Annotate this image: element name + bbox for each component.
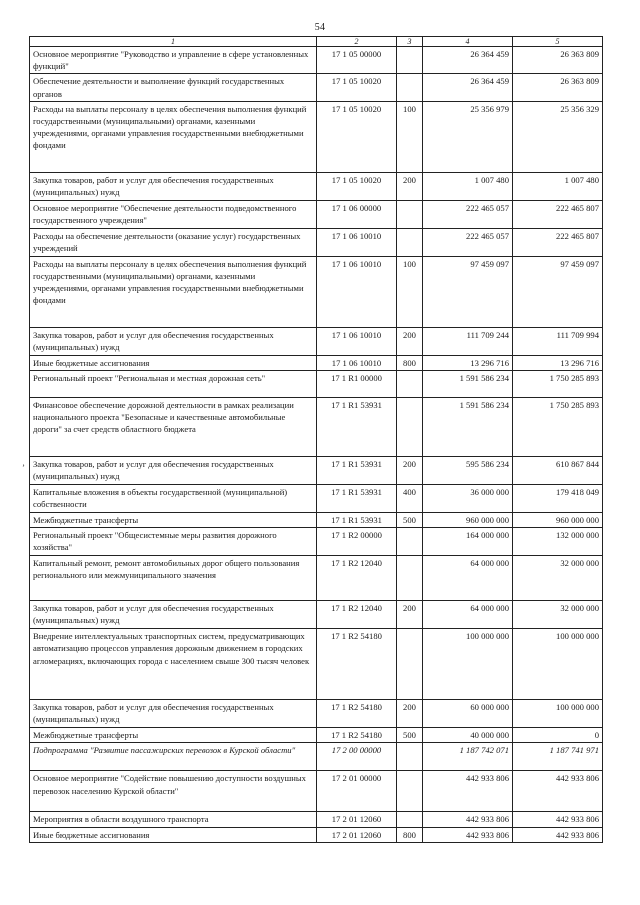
row-amount-year1-cell: 1 591 586 234 [423,371,513,398]
row-amount-year2-cell: 960 000 000 [513,513,603,528]
row-name-cell: Расходы на выплаты персоналу в целях обеспечения выполнения функций государственными (муниципальными) органами, казенными учреждениями, органами управления государственными внебюджетными фондами [30,256,317,327]
row-amount-year1-cell: 97 459 097 [423,256,513,327]
row-type-cell [397,398,423,457]
row-amount-year2-cell: 26 363 809 [513,74,603,101]
row-amount-year2-cell: 222 465 807 [513,228,603,256]
table-row [30,228,603,256]
row-code-cell: 17 1 R1 00000 [317,371,397,398]
row-amount-year1-cell: 26 364 459 [423,74,513,101]
row-code-cell: 17 1 06 00000 [317,200,397,228]
row-amount-year2-cell: 1 750 285 893 [513,371,603,398]
row-amount-year2-cell: 442 933 806 [513,827,603,842]
row-type-cell: 200 [397,700,423,728]
row-type-cell: 500 [397,513,423,528]
row-amount-year1-cell: 1 007 480 [423,172,513,200]
table-row [30,398,603,457]
row-amount-year1-cell: 60 000 000 [423,700,513,728]
row-type-cell: 800 [397,827,423,842]
table-row [30,513,603,528]
row-name-cell: Региональный проект "Общесистемные меры развития дорожного хозяйства" [30,528,317,556]
row-code-cell: 17 1 R1 53931 [317,513,397,528]
row-amount-year1-cell: 40 000 000 [423,728,513,743]
row-type-cell: 500 [397,728,423,743]
row-amount-year2-cell: 111 709 994 [513,327,603,355]
row-code-cell: 17 1 R1 53931 [317,485,397,513]
row-name-cell: Основное мероприятие "Руководство и управление в сфере установленных функций" [30,47,317,74]
row-amount-year1-cell: 222 465 057 [423,200,513,228]
row-name-cell: Межбюджетные трансферты [30,513,317,528]
row-code-cell: 17 1 R2 12040 [317,556,397,601]
row-amount-year2-cell: 442 933 806 [513,771,603,812]
row-type-cell [397,371,423,398]
row-amount-year1-cell: 222 465 057 [423,228,513,256]
row-amount-year2-cell: 26 363 809 [513,47,603,74]
row-amount-year1-cell: 26 364 459 [423,47,513,74]
row-amount-year1-cell: 1 187 742 071 [423,743,513,771]
row-amount-year2-cell: 25 356 329 [513,101,603,172]
row-type-cell [397,228,423,256]
table-row [30,528,603,556]
row-name-cell: Закупка товаров, работ и услуг для обеспечения государственных (муниципальных) нужд [30,327,317,355]
row-amount-year1-cell: 36 000 000 [423,485,513,513]
row-name-cell: Расходы на выплаты персоналу в целях обеспечения выполнения функций государственными (муниципальными) органами, казенными учреждениями, органами управления государственными внебюджетными фондами [30,101,317,172]
row-name-cell: Расходы на обеспечение деятельности (оказание услуг) государственных учреждений [30,228,317,256]
row-amount-year1-cell: 111 709 244 [423,327,513,355]
row-name-cell: Обеспечение деятельности и выполнение функций государственных органов [30,74,317,101]
row-type-cell: 800 [397,355,423,370]
row-type-cell [397,47,423,74]
row-type-cell [397,812,423,827]
row-amount-year2-cell: 1 750 285 893 [513,398,603,457]
row-amount-year1-cell: 442 933 806 [423,812,513,827]
row-code-cell: 17 1 06 10010 [317,327,397,355]
row-amount-year1-cell: 164 000 000 [423,528,513,556]
table-row [30,74,603,101]
row-code-cell: 17 1 R2 12040 [317,601,397,629]
row-code-cell: 17 1 R1 53931 [317,398,397,457]
margin-mark: ’ [22,463,25,473]
table-row [30,556,603,601]
table-row [30,101,603,172]
row-name-cell: Подпрограмма "Развитие пассажирских перевозок в Курской области" [30,743,317,771]
row-code-cell: 17 1 06 10010 [317,228,397,256]
row-type-cell: 200 [397,457,423,485]
row-code-cell: 17 1 05 10020 [317,74,397,101]
row-name-cell: Финансовое обеспечение дорожной деятельности в рамках реализации национального проекта "Безопасные и качественные автомобильные дороги" за счет средств областного бюджета [30,398,317,457]
row-type-cell [397,743,423,771]
row-amount-year2-cell: 442 933 806 [513,812,603,827]
table-row [30,743,603,771]
row-amount-year2-cell: 13 296 716 [513,355,603,370]
header-col-3: 3 [397,37,423,47]
row-code-cell: 17 2 00 00000 [317,743,397,771]
row-type-cell: 100 [397,101,423,172]
row-name-cell: Межбюджетные трансферты [30,728,317,743]
budget-table [29,36,603,843]
row-amount-year2-cell: 97 459 097 [513,256,603,327]
row-type-cell [397,200,423,228]
row-amount-year1-cell: 25 356 979 [423,101,513,172]
row-name-cell: Капитальный ремонт, ремонт автомобильных дорог общего пользования регионального или межмуниципального значения [30,556,317,601]
row-code-cell: 17 1 R2 54180 [317,700,397,728]
table-row [30,47,603,74]
row-amount-year1-cell: 64 000 000 [423,556,513,601]
table-row [30,327,603,355]
table-row [30,371,603,398]
row-amount-year2-cell: 610 867 844 [513,457,603,485]
row-type-cell [397,629,423,700]
header-col-4: 4 [423,37,513,47]
row-name-cell: Капитальные вложения в объекты государственной (муниципальной) собственности [30,485,317,513]
row-amount-year1-cell: 960 000 000 [423,513,513,528]
table-row [30,355,603,370]
row-code-cell: 17 1 R2 54180 [317,728,397,743]
row-amount-year2-cell: 32 000 000 [513,601,603,629]
row-name-cell: Закупка товаров, работ и услуг для обеспечения государственных (муниципальных) нужд [30,700,317,728]
row-amount-year2-cell: 32 000 000 [513,556,603,601]
table-row [30,200,603,228]
row-code-cell: 17 1 R1 53931 [317,457,397,485]
row-amount-year1-cell: 13 296 716 [423,355,513,370]
row-name-cell: Закупка товаров, работ и услуг для обеспечения государственных (муниципальных) нужд [30,601,317,629]
table-row [30,771,603,812]
row-name-cell: Закупка товаров, работ и услуг для обеспечения государственных (муниципальных) нужд [30,457,317,485]
row-code-cell: 17 1 05 10020 [317,172,397,200]
table-row [30,629,603,700]
row-name-cell: Мероприятия в области воздушного транспорта [30,812,317,827]
row-amount-year2-cell: 132 000 000 [513,528,603,556]
row-amount-year2-cell: 0 [513,728,603,743]
row-code-cell: 17 2 01 00000 [317,771,397,812]
row-amount-year2-cell: 1 187 741 971 [513,743,603,771]
row-code-cell: 17 1 R2 54180 [317,629,397,700]
row-amount-year2-cell: 222 465 807 [513,200,603,228]
row-type-cell [397,74,423,101]
row-code-cell: 17 2 01 12060 [317,812,397,827]
row-amount-year2-cell: 179 418 049 [513,485,603,513]
row-type-cell: 200 [397,327,423,355]
row-code-cell: 17 1 06 10010 [317,256,397,327]
row-code-cell: 17 1 05 10020 [317,101,397,172]
row-type-cell [397,771,423,812]
row-type-cell [397,556,423,601]
table-row [30,457,603,485]
row-amount-year2-cell: 1 007 480 [513,172,603,200]
table-body [30,47,603,843]
table-header-row [30,37,603,47]
row-type-cell: 100 [397,256,423,327]
table-row [30,256,603,327]
row-amount-year2-cell: 100 000 000 [513,629,603,700]
row-name-cell: Основное мероприятие "Обеспечение деятельности подведомственного государственного учреждения" [30,200,317,228]
row-amount-year1-cell: 442 933 806 [423,827,513,842]
row-amount-year1-cell: 595 586 234 [423,457,513,485]
row-type-cell: 400 [397,485,423,513]
table-row [30,700,603,728]
row-code-cell: 17 1 R2 00000 [317,528,397,556]
row-name-cell: Внедрение интеллектуальных транспортных систем, предусматривающих автоматизацию процессов управления дорожным движением в городских агломерациях, включающих города с населением свыше 300 тысяч человек [30,629,317,700]
row-amount-year2-cell: 100 000 000 [513,700,603,728]
row-amount-year1-cell: 100 000 000 [423,629,513,700]
row-name-cell: Основное мероприятие "Содействие повышению доступности воздушных перевозок населению Курской области" [30,771,317,812]
row-code-cell: 17 2 01 12060 [317,827,397,842]
header-col-5: 5 [513,37,603,47]
header-col-1: 1 [30,37,317,47]
row-name-cell: Иные бюджетные ассигнования [30,355,317,370]
table-row [30,485,603,513]
row-name-cell: Закупка товаров, работ и услуг для обеспечения государственных (муниципальных) нужд [30,172,317,200]
row-code-cell: 17 1 06 10010 [317,355,397,370]
row-amount-year1-cell: 1 591 586 234 [423,398,513,457]
page-number: 54 [314,22,326,33]
table-row [30,827,603,842]
row-amount-year1-cell: 442 933 806 [423,771,513,812]
row-type-cell: 200 [397,172,423,200]
table-row [30,172,603,200]
table-row [30,728,603,743]
header-col-2: 2 [317,37,397,47]
row-type-cell [397,528,423,556]
row-name-cell: Региональный проект "Региональная и местная дорожная сеть" [30,371,317,398]
table-row [30,812,603,827]
row-type-cell: 200 [397,601,423,629]
row-amount-year1-cell: 64 000 000 [423,601,513,629]
table-row [30,601,603,629]
row-code-cell: 17 1 05 00000 [317,47,397,74]
row-name-cell: Иные бюджетные ассигнования [30,827,317,842]
